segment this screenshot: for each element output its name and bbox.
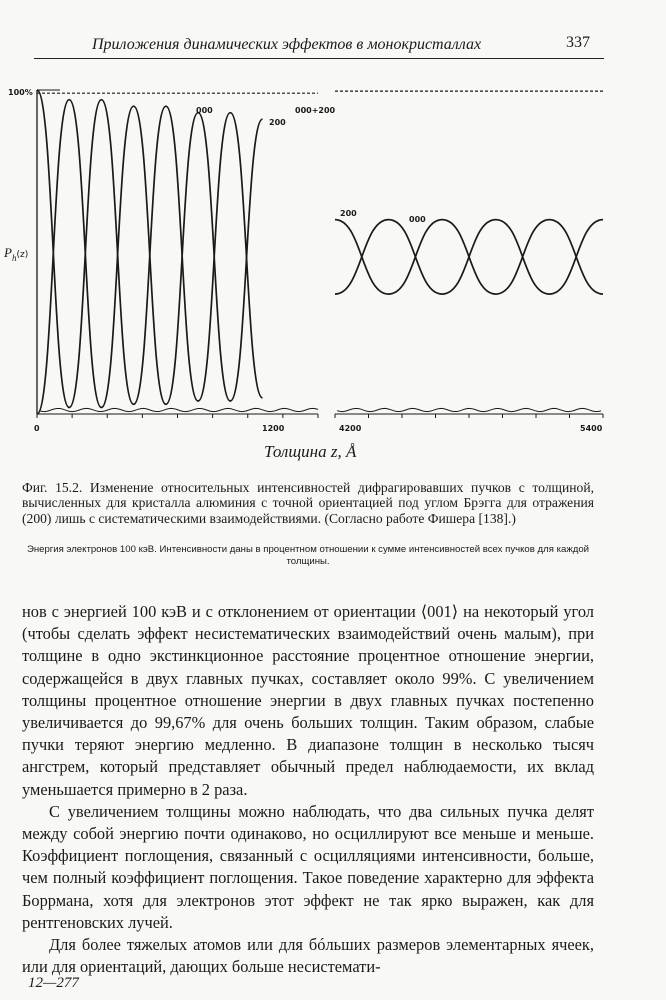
right-series-group: [335, 91, 603, 412]
paragraph-2: С увеличением толщины можно наблюдать, что два сильных пучка делят между собой энергию почти одинаково, но осциллируют все меньше и меньше. Коэффициент поглощения, связанный с осцилляциями интенсивности, больше, чем полный коэффициент поглощения. Такое поведение характерно для эффекта Боррмана, хотя для электронов этот эффект не так ярко выражен, как для рентгеновских лучей.: [22, 801, 594, 932]
body-text: [22, 601, 594, 978]
paragraph-1: нов с энергией 100 кэВ и с отклонением от ориентации ⟨001⟩ на некоторый угол (чтобы сделать эффект несистематических взаимодействий очень малым), при толщине в одно экстинкционное расстояние процентное отношение энергии, содержащейся в двух главных пучках, составляет около 99%. С увеличением толщины процентное отношение энергии в двух главных пучках постепенно увеличивается до 99,67% для очень больших толщин. Таким образом, слабые пучки теряют энергию медленно. В диапазоне толщин в несколько тысяч ангстрем, который представляет обычный предел наблюдаемости, их вклад уменьшается примерно в 2 раза.: [22, 602, 594, 799]
series-200-panel-1: [37, 100, 263, 414]
y-axis-label-main: P: [4, 245, 12, 260]
caption-lead: Фиг. 15.2.: [22, 480, 83, 495]
figure-caption: [22, 480, 594, 526]
caption-text: Изменение относительных интенсивностей дифрагировавших пучков с толщиной, вычисленных для кристалла алюминия с точной ориентацией под углом Брэгга для отражения (200) лишь с систематическими взаимодействиями. (Согласно работе Фишера [138].): [22, 480, 594, 526]
curve-label-sum: 000+200: [295, 106, 336, 115]
tick-label-0: 0: [34, 424, 40, 433]
left-series-group: [37, 90, 318, 414]
x-axis-label: Толщина z, Å: [264, 442, 357, 461]
running-head: [0, 30, 666, 56]
y-axis-label-arg: (z): [16, 250, 29, 260]
right-x-ticks: [335, 414, 603, 418]
header-rule: [34, 58, 604, 59]
y-axis-label: [3, 245, 28, 263]
paragraph-3: Для более тяжелых атомов или для бóльших размеров элементарных ячеек, или для ориентаций, дающих больше несистемати-: [22, 935, 594, 977]
caption-note: Энергия электронов 100 кэВ. Интенсивности даны в процентном отношении к сумме интенсивностей всех пучков для каждой толщины.: [26, 544, 590, 567]
weak-beams-line-panel-1: [39, 408, 318, 411]
tick-label-5400: 5400: [580, 424, 603, 433]
weak-beams-line-panel-2: [337, 408, 601, 411]
tick-label-1200: 1200: [262, 424, 285, 433]
running-head-title: Приложения динамических эффектов в монокристаллах: [92, 36, 482, 53]
series-000-panel-2: [335, 220, 603, 295]
left-x-ticks: [37, 414, 318, 418]
y-top-label: 100%: [8, 88, 33, 97]
signature-mark: 12—277: [28, 975, 79, 991]
figure-15-2-chart: [0, 70, 666, 470]
curve-label-000-right: 000: [409, 215, 426, 224]
tick-label-4200: 4200: [339, 424, 362, 433]
page-number: 337: [566, 34, 590, 51]
curve-label-200-right: 200: [340, 209, 357, 218]
curve-label-000-left: 000: [196, 106, 213, 115]
y-axis-label-sub: h: [11, 253, 17, 263]
curve-label-200-left: 200: [269, 118, 286, 127]
